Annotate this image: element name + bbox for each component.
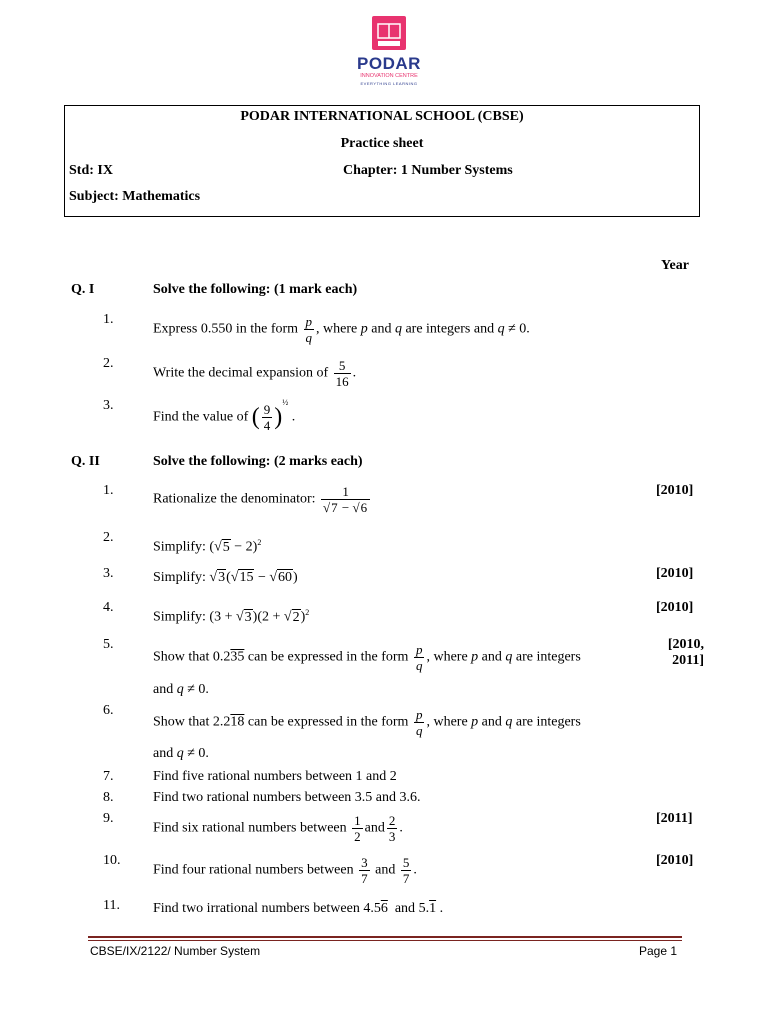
q2-4-year: [2010] bbox=[656, 600, 694, 615]
footer-page-number: Page 1 bbox=[639, 944, 678, 958]
q2-5-year: [2010, 2011] bbox=[667, 637, 704, 668]
q2-8-number: 8. bbox=[103, 790, 114, 805]
q2-5-text-cont: and q ≠ 0. bbox=[153, 682, 209, 697]
section-1-title: Solve the following: (1 mark each) bbox=[153, 282, 358, 297]
q2-10-year: [2010] bbox=[656, 853, 694, 868]
q2-3-text: Simplify: √3(√15 − √60) bbox=[153, 570, 298, 585]
sheet-title: Practice sheet bbox=[340, 136, 424, 151]
subject-value: : Mathematics bbox=[114, 189, 201, 204]
q2-5-text: Show that 0.235 can be expressed in the form $\frac{p}{q}$ , where p and q are integers bbox=[153, 642, 581, 673]
subject-label: Subject bbox=[69, 189, 115, 204]
q1-3-text: Find the value of ( $\frac{9}{4}$ )$^{\frac{1}{2}}$ . bbox=[153, 398, 296, 433]
q2-9-text: Find six rational numbers between $\frac{1}{2}$ and $\frac{2}{3}$ . bbox=[153, 813, 403, 844]
q2-3-year: [2010] bbox=[656, 566, 694, 581]
footer-rule-thin bbox=[88, 940, 682, 941]
logo-subtitle: INNOVATION CENTRE bbox=[360, 73, 418, 79]
q2-11-text: Find two irrational numbers between 4.56 and 5.1 . bbox=[153, 901, 444, 916]
chapter-label: Chapter: 1 Number Systems bbox=[343, 163, 513, 178]
q2-1-number: 1. bbox=[103, 483, 114, 498]
q2-6-number: 6. bbox=[103, 703, 114, 718]
section-2-number: Q. II bbox=[71, 454, 100, 469]
section-2-title: Solve the following: (2 marks each) bbox=[153, 454, 363, 469]
q2-3-number: 3. bbox=[103, 566, 114, 581]
q1-2-number: 2. bbox=[103, 356, 114, 371]
q2-10-text: Find four rational numbers between $\frac{3}{7}$ and $\frac{5}{7}$ . bbox=[153, 855, 417, 886]
q2-7-number: 7. bbox=[103, 769, 114, 784]
q2-6-text-cont: and q ≠ 0. bbox=[153, 746, 209, 761]
year-column-label: Year bbox=[661, 258, 689, 273]
footer-doc-id: CBSE/IX/2122/ Number System bbox=[90, 944, 261, 958]
logo-emblem-icon bbox=[372, 16, 406, 50]
q1-3-number: 3. bbox=[103, 398, 114, 413]
q1-2-text: Write the decimal expansion of $\frac{5}{16}$ . bbox=[153, 358, 357, 389]
q2-7-text: Find five rational numbers between 1 and 2 bbox=[153, 769, 397, 784]
q2-2-number: 2. bbox=[103, 530, 114, 545]
logo-tagline: EVERYTHING LEARNING bbox=[360, 81, 418, 86]
q2-5-number: 5. bbox=[103, 637, 114, 652]
q1-1-number: 1. bbox=[103, 312, 114, 327]
q2-2-text: Simplify: $(√5 - 2)^2$ bbox=[153, 538, 262, 555]
q1-1-text: Express 0.550 in the form $\frac{p}{q}$ , where p and q are integers and q ≠ 0. bbox=[153, 314, 530, 345]
std-label: Std: IX bbox=[69, 163, 113, 178]
school-logo bbox=[354, 16, 424, 88]
q2-8-text: Find two rational numbers between 3.5 and 3.6. bbox=[153, 790, 421, 805]
q2-9-number: 9. bbox=[103, 811, 114, 826]
subject-line bbox=[69, 189, 200, 205]
q2-10-number: 10. bbox=[103, 853, 121, 868]
q2-4-text: Simplify: $(3 + √3)(2 + √2)^2$ bbox=[153, 608, 310, 625]
q2-4-number: 4. bbox=[103, 600, 114, 615]
footer-rule bbox=[88, 936, 682, 938]
logo-name: PODAR bbox=[357, 54, 421, 73]
q2-11-number: 11. bbox=[103, 898, 120, 913]
school-name: PODAR INTERNATIONAL SCHOOL (CBSE) bbox=[240, 109, 524, 124]
q2-1-year: [2010] bbox=[656, 483, 694, 498]
q2-9-year: [2011] bbox=[656, 811, 693, 826]
q2-1-text: Rationalize the denominator: $\frac{1}{√7 - √6}$ bbox=[153, 484, 372, 515]
section-1-number: Q. I bbox=[71, 282, 95, 297]
q2-6-text: Show that 2.218 can be expressed in the form $\frac{p}{q}$ , where p and q are integers bbox=[153, 707, 581, 738]
